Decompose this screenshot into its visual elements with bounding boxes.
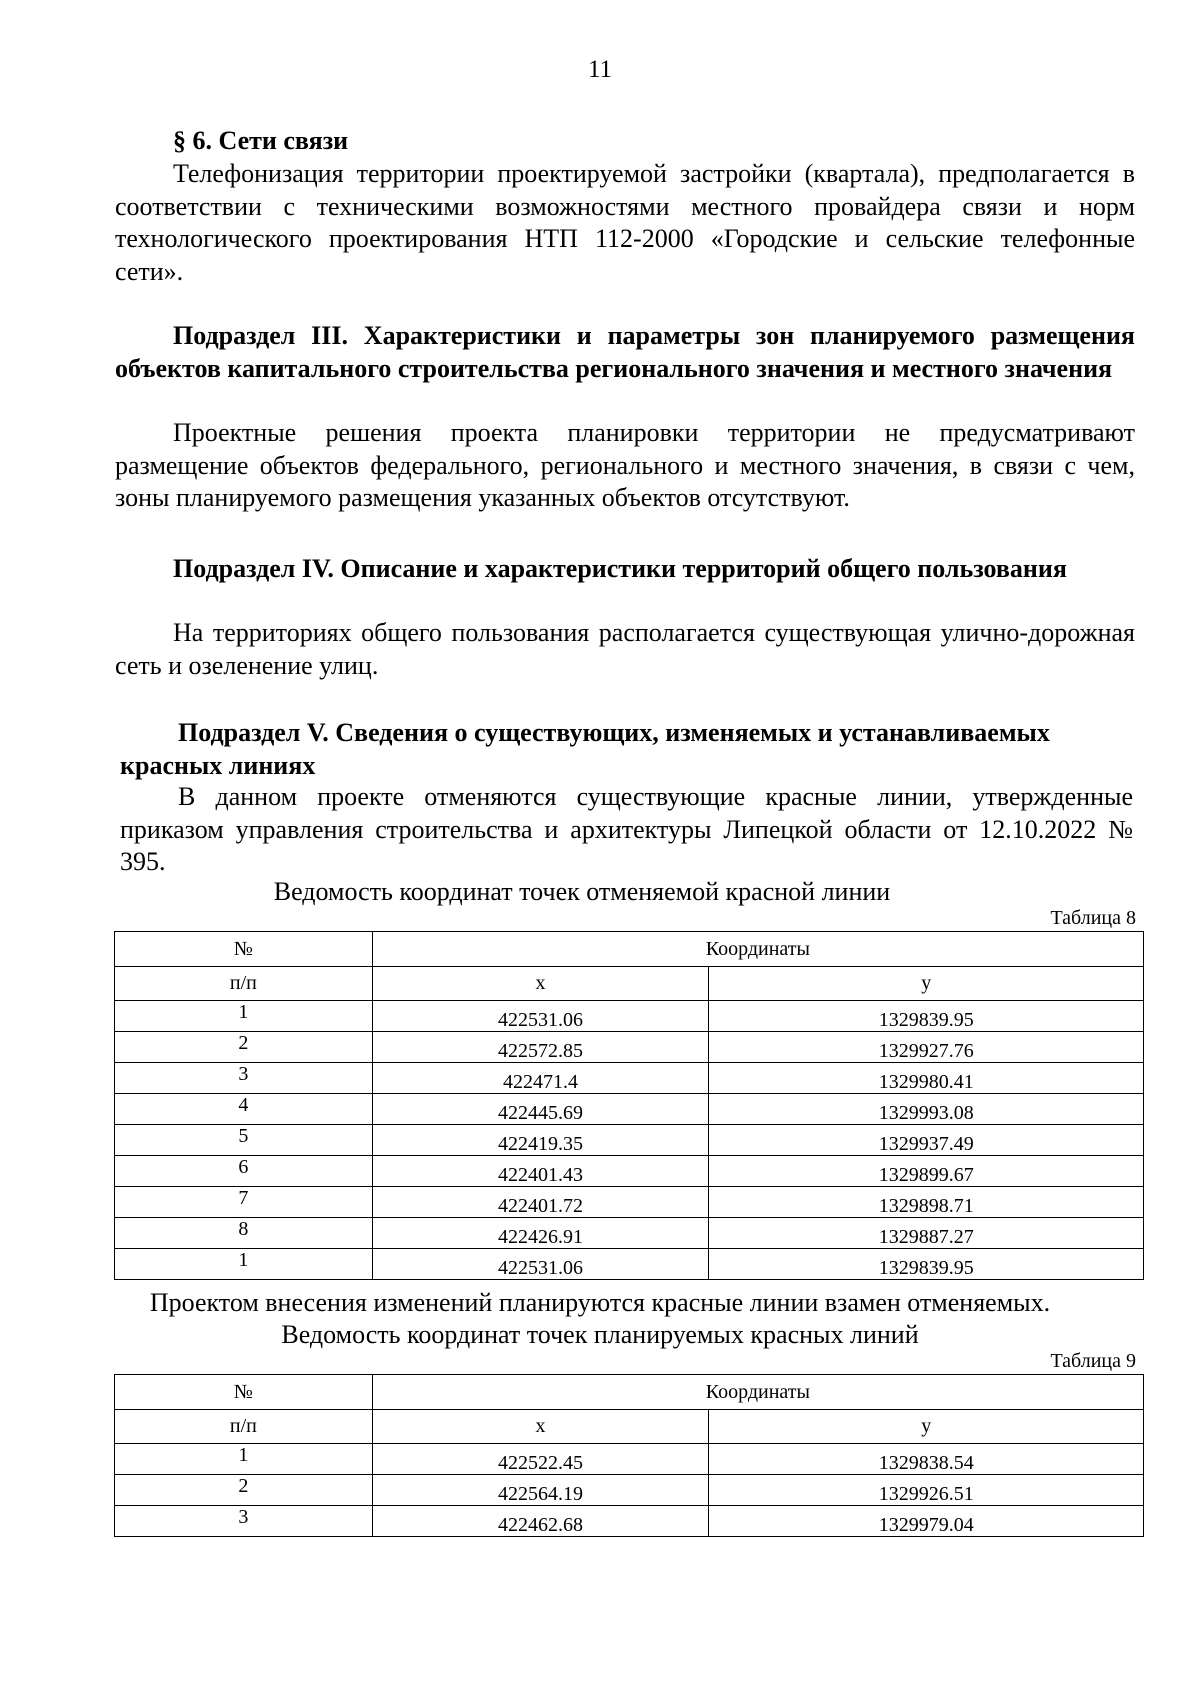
- subsection5-title: Подраздел V. Сведения о существующих, изменяемых и устанавливаемых красных линиях: [120, 718, 1050, 780]
- table8: [114, 931, 1144, 1280]
- y-coordinate-cell: 1329926.51: [709, 1475, 1144, 1506]
- x-coordinate-cell: 422471.4: [372, 1063, 709, 1094]
- table9: [114, 1374, 1144, 1537]
- subsection5-body: В данном проекте отменяются существующие красные линии, утвержденные приказом управления строительства и архитектуры Липецкой области от 12.10.2022 № 395.: [120, 782, 1133, 876]
- table9-body: [115, 1444, 1144, 1537]
- table-row: [115, 1094, 1144, 1125]
- table9-label: Таблица 9: [1050, 1350, 1136, 1372]
- x-coordinate-cell: 422401.72: [372, 1187, 709, 1218]
- y-coordinate-cell: 1329839.95: [709, 1001, 1144, 1032]
- subsection3-title: Подраздел III. Характеристики и параметры зон планируемого размещения объектов капитального строительства регионального значения и местного значения: [115, 321, 1135, 383]
- table-row: [115, 1032, 1144, 1063]
- point-number-cell: 3: [115, 1506, 373, 1537]
- point-number-cell: 8: [115, 1218, 373, 1249]
- table8-header-coords: Координаты: [372, 932, 1143, 967]
- section6-title: § 6. Сети связи: [173, 126, 349, 155]
- point-number-cell: 3: [115, 1063, 373, 1094]
- table-row: [115, 1475, 1144, 1506]
- point-number-cell: 1: [115, 1001, 373, 1032]
- project-text: Проектом внесения изменений планируются красные линии взамен отменяемых.: [149, 1288, 1051, 1317]
- table8-header-y: y: [709, 967, 1144, 1001]
- y-coordinate-cell: 1329899.67: [709, 1156, 1144, 1187]
- point-number-cell: 5: [115, 1125, 373, 1156]
- y-coordinate-cell: 1329887.27: [709, 1218, 1144, 1249]
- table9-header-x: x: [372, 1410, 709, 1444]
- page-number: 11: [587, 56, 613, 83]
- table-row: [115, 1249, 1144, 1280]
- table-row: [115, 1125, 1144, 1156]
- table8-body: [115, 1001, 1144, 1280]
- y-coordinate-cell: 1329979.04: [709, 1506, 1144, 1537]
- point-number-cell: 7: [115, 1187, 373, 1218]
- x-coordinate-cell: 422531.06: [372, 1001, 709, 1032]
- x-coordinate-cell: 422531.06: [372, 1249, 709, 1280]
- point-number-cell: 6: [115, 1156, 373, 1187]
- table9-header-coords: Координаты: [372, 1375, 1143, 1410]
- y-coordinate-cell: 1329980.41: [709, 1063, 1144, 1094]
- x-coordinate-cell: 422564.19: [372, 1475, 709, 1506]
- point-number-cell: 1: [115, 1444, 373, 1475]
- table9-header-y: y: [709, 1410, 1144, 1444]
- table-row: [115, 1187, 1144, 1218]
- y-coordinate-cell: 1329839.95: [709, 1249, 1144, 1280]
- subsection4-body: На территориях общего пользования располагается существующая улично-дорожная сеть и озеленение улиц.: [115, 618, 1135, 680]
- table9-header-num: №: [115, 1375, 373, 1410]
- x-coordinate-cell: 422419.35: [372, 1125, 709, 1156]
- table-row: [115, 1063, 1144, 1094]
- section6-body: Телефонизация территории проектируемой застройки (квартала), предполагается в соответствии с техническими возможностями местного провайдера связи и норм технологического проектирования НТП 112-2000 «Городские и сельские телефонные сети».: [115, 159, 1135, 286]
- y-coordinate-cell: 1329937.49: [709, 1125, 1144, 1156]
- subsection4-title: Подраздел IV. Описание и характеристики территорий общего пользования: [173, 554, 1067, 583]
- point-number-cell: 2: [115, 1032, 373, 1063]
- table-row: [115, 1156, 1144, 1187]
- table-row: [115, 1001, 1144, 1032]
- point-number-cell: 2: [115, 1475, 373, 1506]
- table8-label: Таблица 8: [1050, 907, 1136, 929]
- x-coordinate-cell: 422522.45: [372, 1444, 709, 1475]
- table9-header-num-sub: п/п: [115, 1410, 373, 1444]
- y-coordinate-cell: 1329838.54: [709, 1444, 1144, 1475]
- table8-caption: Ведомость координат точек отменяемой красной линии: [273, 877, 891, 906]
- x-coordinate-cell: 422426.91: [372, 1218, 709, 1249]
- table8-header-num: №: [115, 932, 373, 967]
- x-coordinate-cell: 422572.85: [372, 1032, 709, 1063]
- x-coordinate-cell: 422445.69: [372, 1094, 709, 1125]
- y-coordinate-cell: 1329898.71: [709, 1187, 1144, 1218]
- point-number-cell: 1: [115, 1249, 373, 1280]
- table8-header-num-sub: п/п: [115, 967, 373, 1001]
- y-coordinate-cell: 1329927.76: [709, 1032, 1144, 1063]
- point-number-cell: 4: [115, 1094, 373, 1125]
- table-row: [115, 1506, 1144, 1537]
- table8-header-x: x: [372, 967, 709, 1001]
- table-row: [115, 1218, 1144, 1249]
- table-row: [115, 1444, 1144, 1475]
- x-coordinate-cell: 422462.68: [372, 1506, 709, 1537]
- subsection3-body: Проектные решения проекта планировки территории не предусматривают размещение объектов федерального, регионального и местного значения, в связи с чем, зоны планируемого размещения указанных объектов отсутствуют.: [115, 418, 1135, 512]
- y-coordinate-cell: 1329993.08: [709, 1094, 1144, 1125]
- x-coordinate-cell: 422401.43: [372, 1156, 709, 1187]
- table9-caption: Ведомость координат точек планируемых красных линий: [281, 1320, 919, 1349]
